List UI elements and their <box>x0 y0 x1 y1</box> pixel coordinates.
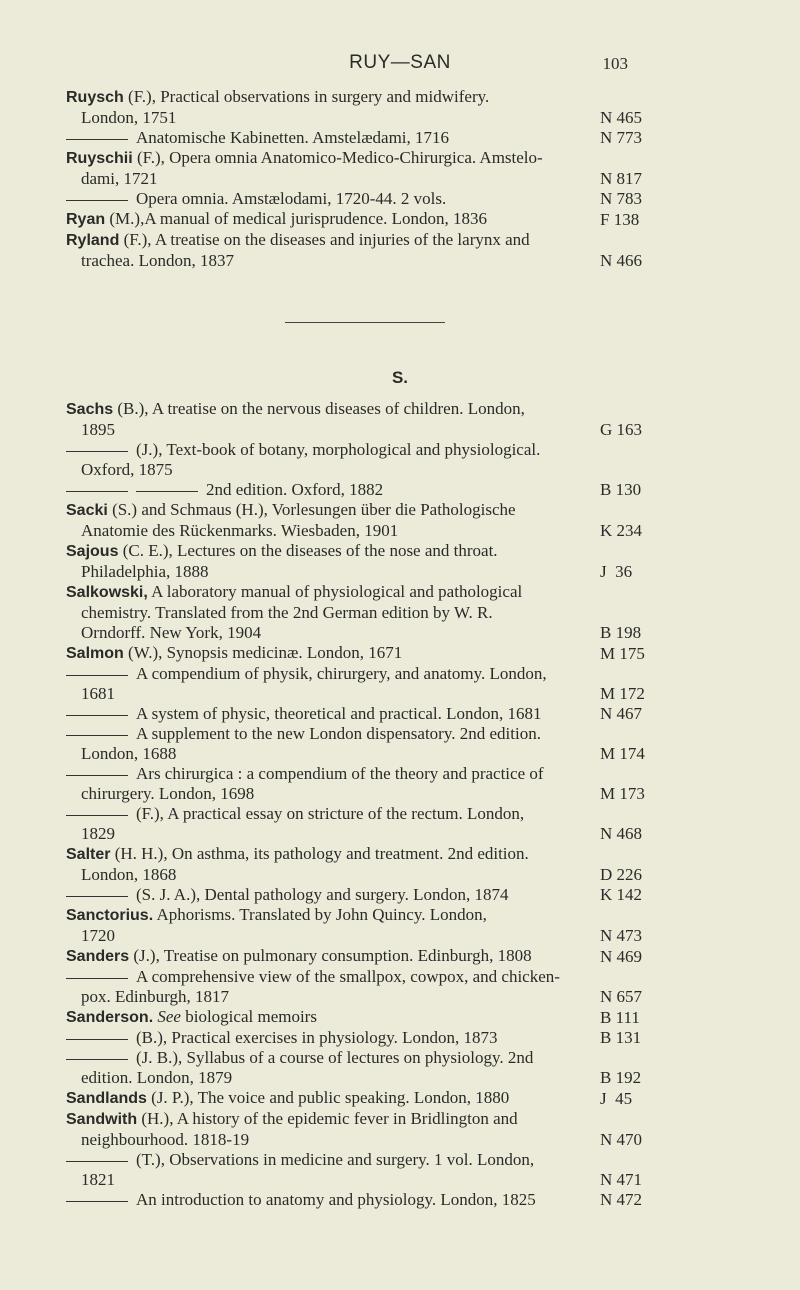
entry-line <box>66 885 600 905</box>
entry-text: Opera omnia. Amstælodami, 1720-44. 2 vols. <box>136 189 447 208</box>
bibliography-entry <box>66 764 672 804</box>
bibliography-entry <box>66 704 672 724</box>
entry-line <box>66 1007 600 1028</box>
bibliography-entry <box>66 844 672 885</box>
ditto-dash <box>66 675 128 676</box>
shelf-mark: N 470 <box>600 1130 643 1149</box>
entry-line <box>66 744 600 764</box>
entry-author: Ruyschii <box>66 150 133 167</box>
entry-text: chemistry. Translated from the 2nd German edition by W. R. <box>81 603 493 622</box>
entry-text: Philadelphia, 1888 <box>81 562 209 581</box>
entry-text: 1895 <box>81 420 115 439</box>
entry-text: (H.), A history of the epidemic fever in Bridlington and <box>141 1109 518 1128</box>
ditto-dash <box>66 1059 128 1060</box>
entry-text: (S.) and Schmaus (H.), Vorlesungen über die Pathologische <box>112 500 516 519</box>
entry-line <box>66 209 600 230</box>
entry-line <box>66 87 600 108</box>
entry-line <box>66 724 600 744</box>
entry-author: Sajous <box>66 543 119 560</box>
shelf-mark: B 192 <box>600 1068 642 1087</box>
entry-text: A comprehensive view of the smallpox, cowpox, and chicken- <box>136 967 560 986</box>
entry-line <box>66 664 600 684</box>
shelf-mark: N 817 <box>600 169 643 188</box>
entry-text: (W.), Synopsis medicinæ. London, 1671 <box>128 643 403 662</box>
entry-text: A laboratory manual of physiological and pathological <box>151 582 523 601</box>
shelf-mark: N 469 <box>600 947 643 966</box>
shelf-mark: N 465 <box>600 108 643 127</box>
entry-line <box>66 1190 600 1210</box>
bibliography-entry <box>66 480 672 500</box>
entry-line <box>66 1028 600 1048</box>
shelf-mark: K 234 <box>600 521 643 540</box>
ditto-dash <box>66 451 128 452</box>
ditto-dash <box>66 139 128 140</box>
entry-text: Aphorisms. Translated by John Quincy. London, <box>156 905 487 924</box>
entry-line <box>66 562 600 582</box>
entry-text: 2nd edition. Oxford, 1882 <box>206 480 384 499</box>
ditto-dash <box>66 815 128 816</box>
entry-text: 1829 <box>81 824 115 843</box>
entry-author: Sandwith <box>66 1111 138 1128</box>
entry-line <box>66 865 600 885</box>
entry-line <box>66 1170 600 1190</box>
running-head: RUY—SAN <box>349 52 451 73</box>
shelf-mark: B 198 <box>600 623 642 642</box>
bibliography-entry <box>66 1028 672 1048</box>
entry-text: trachea. London, 1837 <box>81 251 234 270</box>
entry-line <box>66 1068 600 1088</box>
shelf-mark: M 172 <box>600 684 645 703</box>
entry-author: Ryan <box>66 211 106 228</box>
ditto-dash <box>66 775 128 776</box>
entry-author: Ruysch <box>66 89 124 106</box>
entry-line <box>66 684 600 704</box>
bibliography-entry <box>66 643 672 664</box>
shelf-mark: B 111 <box>600 1008 640 1027</box>
entry-line <box>66 500 600 521</box>
entry-line <box>66 784 600 804</box>
entry-line <box>66 926 600 946</box>
shelf-mark: N 466 <box>600 251 643 270</box>
bibliography-entry <box>66 87 672 128</box>
entry-text: (J. B.), Syllabus of a course of lectures on physiology. 2nd <box>136 1048 534 1067</box>
bibliography-entry <box>66 128 672 148</box>
shelf-mark: N 467 <box>600 704 643 723</box>
ditto-dash <box>66 1161 128 1162</box>
bibliography-entry <box>66 189 672 209</box>
entry-line <box>66 1109 600 1130</box>
ditto-dash <box>66 1039 128 1040</box>
entry-line <box>66 804 600 824</box>
entry-text: (F.), Practical observations in surgery and midwifery. <box>128 87 490 106</box>
entry-text: (B.), A treatise on the nervous diseases of children. London, <box>117 399 525 418</box>
entry-line <box>66 824 600 844</box>
entry-text: (J.), Text-book of botany, morphological and physiological. <box>136 440 541 459</box>
shelf-mark: N 773 <box>600 128 643 147</box>
entry-text: A system of physic, theoretical and practical. London, 1681 <box>136 704 542 723</box>
shelf-mark: G 163 <box>600 420 643 439</box>
bibliography-entry <box>66 582 672 643</box>
entry-text: Oxford, 1875 <box>81 460 173 479</box>
entry-line <box>66 987 600 1007</box>
entry-line <box>66 623 600 643</box>
entry-author: Sanctorius. <box>66 907 154 924</box>
entry-text: (C. E.), Lectures on the diseases of the nose and throat. <box>122 541 498 560</box>
entry-text: 1720 <box>81 926 115 945</box>
section-heading: S. <box>391 368 409 387</box>
shelf-mark: J 36 <box>600 562 633 581</box>
shelf-mark: B 130 <box>600 480 642 499</box>
entry-text: pox. Edinburgh, 1817 <box>81 987 229 1006</box>
shelf-mark: N 657 <box>600 987 643 1006</box>
entry-text: neighbourhood. 1818-19 <box>81 1130 250 1149</box>
entry-line <box>66 440 600 460</box>
ditto-dash <box>66 896 128 897</box>
entry-line <box>66 704 600 724</box>
shelf-mark: F 138 <box>600 210 640 229</box>
entry-line <box>66 643 600 664</box>
entry-text: (B.), Practical exercises in physiology. London, 1873 <box>136 1028 498 1047</box>
entry-line <box>66 582 600 603</box>
entry-line <box>66 603 600 623</box>
entry-line <box>66 148 600 169</box>
entry-line <box>66 128 600 148</box>
bibliography-entry <box>66 1007 672 1028</box>
bibliography-entry <box>66 885 672 905</box>
entry-text: 1681 <box>81 684 115 703</box>
entry-text: London, 1688 <box>81 744 177 763</box>
entry-line <box>66 480 600 500</box>
entry-author: Sacki <box>66 502 108 519</box>
entry-author: Sachs <box>66 401 114 418</box>
entry-author: Sandlands <box>66 1090 147 1107</box>
entry-line <box>66 541 600 562</box>
bibliography-entry <box>66 946 672 967</box>
entry-line <box>66 108 600 128</box>
entry-text: chirurgery. London, 1698 <box>81 784 255 803</box>
shelf-mark: N 472 <box>600 1190 643 1209</box>
entry-line <box>66 764 600 784</box>
entry-line <box>66 460 600 480</box>
entry-line <box>66 399 600 420</box>
bibliography-entry <box>66 209 672 230</box>
bibliography-entry <box>66 500 672 541</box>
shelf-mark: J 45 <box>600 1089 633 1108</box>
entry-text: (J.), Treatise on pulmonary consumption. Edinburgh, 1808 <box>133 946 532 965</box>
ruy-entries <box>66 87 672 271</box>
entry-author: Sanders <box>66 948 130 965</box>
bibliography-entry <box>66 664 672 704</box>
entry-line <box>66 1088 600 1109</box>
shelf-mark: N 783 <box>600 189 643 208</box>
entry-text: A supplement to the new London dispensatory. 2nd edition. <box>136 724 541 743</box>
entry-text: Ars chirurgica : a compendium of the theory and practice of <box>136 764 544 783</box>
page-number: 103 <box>602 54 628 73</box>
bibliography-entry <box>66 724 672 764</box>
bibliography-entry <box>66 804 672 844</box>
entry-line <box>66 905 600 926</box>
ditto-dash <box>66 715 128 716</box>
ditto-dash <box>66 735 128 736</box>
entry-text: (F.), A treatise on the diseases and injuries of the larynx and <box>123 230 530 249</box>
entry-text: London, 1751 <box>81 108 177 127</box>
entry-text: 1821 <box>81 1170 115 1189</box>
entry-line <box>66 420 600 440</box>
entry-line <box>66 521 600 541</box>
entry-text: Orndorff. New York, 1904 <box>81 623 262 642</box>
shelf-mark: M 173 <box>600 784 645 803</box>
shelf-mark: D 226 <box>600 865 643 884</box>
entry-line <box>66 844 600 865</box>
entry-line <box>66 1150 600 1170</box>
entry-author: Ryland <box>66 232 120 249</box>
shelf-mark: N 471 <box>600 1170 643 1189</box>
bibliography-entry <box>66 230 672 271</box>
entry-line <box>66 967 600 987</box>
entry-line <box>66 230 600 251</box>
ditto-dash <box>66 200 128 201</box>
entry-line <box>66 1048 600 1068</box>
shelf-mark: B 131 <box>600 1028 642 1047</box>
entry-text: Anatomie des Rückenmarks. Wiesbaden, 1901 <box>81 521 399 540</box>
shelf-mark: M 174 <box>600 744 645 763</box>
entry-text: dami, 1721 <box>81 169 158 188</box>
bibliography-entry <box>66 1048 672 1088</box>
entry-text: (M.),A manual of medical jurisprudence. London, 1836 <box>109 209 488 228</box>
entry-author: Salmon <box>66 645 124 662</box>
entry-text: (F.), Opera omnia Anatomico-Medico-Chirurgica. Amstelo- <box>136 148 543 167</box>
bibliography-entry <box>66 967 672 1007</box>
entry-text: edition. London, 1879 <box>81 1068 233 1087</box>
shelf-mark: M 175 <box>600 644 645 663</box>
entry-text: London, 1868 <box>81 865 177 884</box>
entry-text: (F.), A practical essay on stricture of the rectum. London, <box>136 804 525 823</box>
bibliography-entry <box>66 399 672 440</box>
entry-line <box>66 169 600 189</box>
shelf-mark: K 142 <box>600 885 643 904</box>
bibliography-entry <box>66 1150 672 1190</box>
ditto-dash <box>66 978 128 979</box>
entry-line <box>66 946 600 967</box>
ditto-dash <box>66 491 128 492</box>
entry-text: See biological memoirs <box>157 1007 317 1026</box>
bibliography-entry <box>66 541 672 582</box>
entry-line <box>66 1130 600 1150</box>
s-entries <box>66 399 672 1210</box>
bibliography-entry <box>66 905 672 946</box>
shelf-mark: N 473 <box>600 926 643 945</box>
ditto-dash <box>136 491 198 492</box>
bibliography-entry <box>66 1109 672 1150</box>
bibliography-entry <box>66 440 672 480</box>
entry-author: Salter <box>66 846 111 863</box>
bibliography-entry <box>66 148 672 189</box>
entry-text: (T.), Observations in medicine and surgery. 1 vol. London, <box>136 1150 535 1169</box>
entry-text: Anatomische Kabinetten. Amstelædami, 1716 <box>136 128 450 147</box>
entry-text: (S. J. A.), Dental pathology and surgery. London, 1874 <box>136 885 509 904</box>
entry-text: An introduction to anatomy and physiology. London, 1825 <box>136 1190 536 1209</box>
entry-author: Salkowski, <box>66 584 148 601</box>
entry-text: (J. P.), The voice and public speaking. London, 1880 <box>151 1088 510 1107</box>
bibliography-entry <box>66 1088 672 1109</box>
entry-text: A compendium of physik, chirurgery, and anatomy. London, <box>136 664 547 683</box>
shelf-mark: N 468 <box>600 824 643 843</box>
entry-line <box>66 189 600 209</box>
entry-text: (H. H.), On asthma, its pathology and treatment. 2nd edition. <box>114 844 529 863</box>
entry-author: Sanderson. <box>66 1009 154 1026</box>
section-divider <box>285 322 445 323</box>
ditto-dash <box>66 1201 128 1202</box>
bibliography-entry <box>66 1190 672 1210</box>
entry-line <box>66 251 600 271</box>
